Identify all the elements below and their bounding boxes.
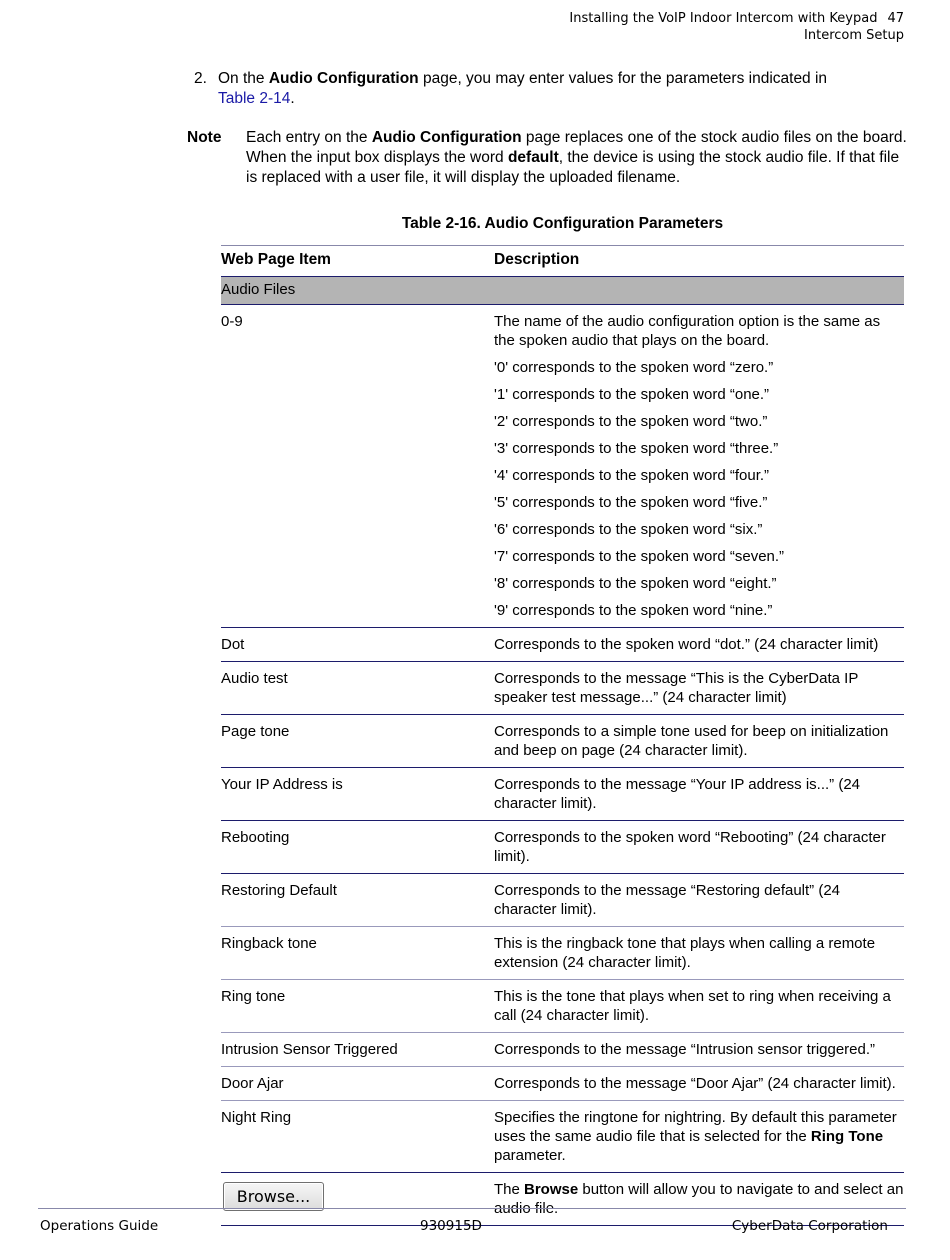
- description-bold: Ring Tone: [810, 1128, 884, 1145]
- row-description: This is the ringback tone that plays when calling a remote extension (24 character limit).: [494, 935, 876, 971]
- table-row: [221, 1067, 904, 1101]
- table-row: [221, 927, 904, 980]
- section-label: Audio Files: [221, 281, 296, 298]
- row-item: Page tone: [221, 723, 290, 740]
- table-row: [221, 305, 904, 628]
- table-row: [221, 874, 904, 927]
- description-line: '6' corresponds to the spoken word “six.”: [494, 521, 763, 538]
- description-line: '2' corresponds to the spoken word “two.”: [494, 413, 768, 430]
- footer-left: Operations Guide: [40, 1218, 159, 1234]
- note-bold: Audio Configuration: [371, 129, 522, 146]
- section-row: [221, 277, 904, 305]
- row-item: 0-9: [221, 313, 243, 330]
- row-item: Ring tone: [221, 988, 286, 1005]
- note-part: , the device is using the stock audio file. If that file is replaced with a user file, it will display the uploaded filename.: [246, 149, 900, 186]
- column-header: Web Page Item: [221, 251, 331, 268]
- footer-divider: [38, 1208, 906, 1209]
- page-number: 47: [887, 11, 904, 26]
- row-item: Dot: [221, 636, 245, 653]
- note-bold: default: [507, 149, 559, 166]
- row-item: Rebooting: [221, 829, 290, 846]
- note-block: [187, 128, 907, 188]
- row-description: Corresponds to the message “Restoring default” (24 character limit).: [494, 882, 841, 918]
- browse-button[interactable]: Browse...: [223, 1182, 324, 1211]
- step-text-part: .: [290, 90, 295, 107]
- description-line: '1' corresponds to the spoken word “one.”: [494, 386, 770, 403]
- row-description: This is the tone that plays when set to ring when receiving a call (24 character limit).: [494, 988, 891, 1024]
- row-item: Your IP Address is: [221, 776, 343, 793]
- row-description: Corresponds to the message “Door Ajar” (24 character limit).: [494, 1075, 896, 1092]
- header-section: Intercom Setup: [804, 28, 904, 43]
- note-label: Note: [187, 129, 222, 146]
- table-row: [221, 980, 904, 1033]
- table-row: [221, 715, 904, 768]
- step-text-part: page, you may enter values for the parameters indicated in: [418, 70, 828, 87]
- table-header-row: [221, 246, 904, 277]
- table-link[interactable]: Table 2-14: [218, 90, 291, 107]
- description-line: '4' corresponds to the spoken word “four.”: [494, 467, 770, 484]
- step-bold: Audio Configuration: [268, 70, 419, 87]
- column-header: Description: [494, 251, 580, 268]
- row-description: Corresponds to the message “Intrusion sensor triggered.”: [494, 1041, 876, 1058]
- table-row: [221, 662, 904, 715]
- row-description: [494, 305, 904, 627]
- row-item: Intrusion Sensor Triggered: [221, 1041, 398, 1058]
- table-row: [221, 628, 904, 662]
- step-text-part: On the: [218, 70, 269, 87]
- table-row: [221, 1033, 904, 1067]
- row-description: [494, 1101, 904, 1172]
- row-description: Corresponds to the message “Your IP address is...” (24 character limit).: [494, 776, 861, 812]
- step-text: [218, 69, 894, 109]
- table-caption: Table 2-16. Audio Configuration Parameters: [401, 215, 724, 232]
- table-row: [221, 821, 904, 874]
- note-text: [246, 128, 907, 188]
- description-line: '9' corresponds to the spoken word “nine.”: [494, 602, 773, 619]
- description-part: parameter.: [494, 1147, 566, 1164]
- row-item: Door Ajar: [221, 1075, 284, 1092]
- description-part: button will allow you to navigate to and select an audio file.: [494, 1181, 904, 1217]
- step-2: [194, 69, 894, 109]
- row-description: Corresponds to the spoken word “dot.” (24 character limit): [494, 636, 879, 653]
- description-line: '3' corresponds to the spoken word “three.”: [494, 440, 779, 457]
- note-part: Each entry on the: [246, 129, 372, 146]
- row-description: Corresponds to the spoken word “Rebooting” (24 character limit).: [494, 829, 886, 865]
- footer-center: 930915D: [420, 1218, 482, 1234]
- description-line: '7' corresponds to the spoken word “seven.”: [494, 548, 785, 565]
- row-description: Corresponds to a simple tone used for beep on initialization and beep on page (24 character limit).: [494, 723, 889, 759]
- table-row: [221, 768, 904, 821]
- row-item: Ringback tone: [221, 935, 317, 952]
- description-bold: Browse: [524, 1181, 579, 1198]
- description-line: '8' corresponds to the spoken word “eight.”: [494, 575, 777, 592]
- note-part: page replaces one of the stock audio files on the board. When the input box displays the word: [246, 129, 907, 166]
- step-number: 2.: [194, 70, 207, 87]
- description-part: Specifies the ringtone for nightring. By default this parameter uses the same audio file that is selected for the: [494, 1109, 897, 1145]
- description-part: The: [494, 1181, 525, 1198]
- row-item: Restoring Default: [221, 882, 337, 899]
- description-line: '5' corresponds to the spoken word “five.”: [494, 494, 768, 511]
- description-line: The name of the audio configuration option is the same as the spoken audio that plays on the board.: [494, 313, 881, 349]
- table-row: [221, 1101, 904, 1173]
- row-item: Audio test: [221, 670, 288, 687]
- footer-right: CyberData Corporation: [731, 1218, 888, 1234]
- header-title: Installing the VoIP Indoor Intercom with Keypad: [569, 11, 878, 26]
- description-line: '0' corresponds to the spoken word “zero.”: [494, 359, 774, 376]
- row-item: Night Ring: [221, 1109, 292, 1126]
- parameters-table: [221, 245, 904, 1226]
- row-description: Corresponds to the message “This is the CyberData IP speaker test message...” (24 character limit): [494, 670, 859, 706]
- page-header: [569, 10, 904, 44]
